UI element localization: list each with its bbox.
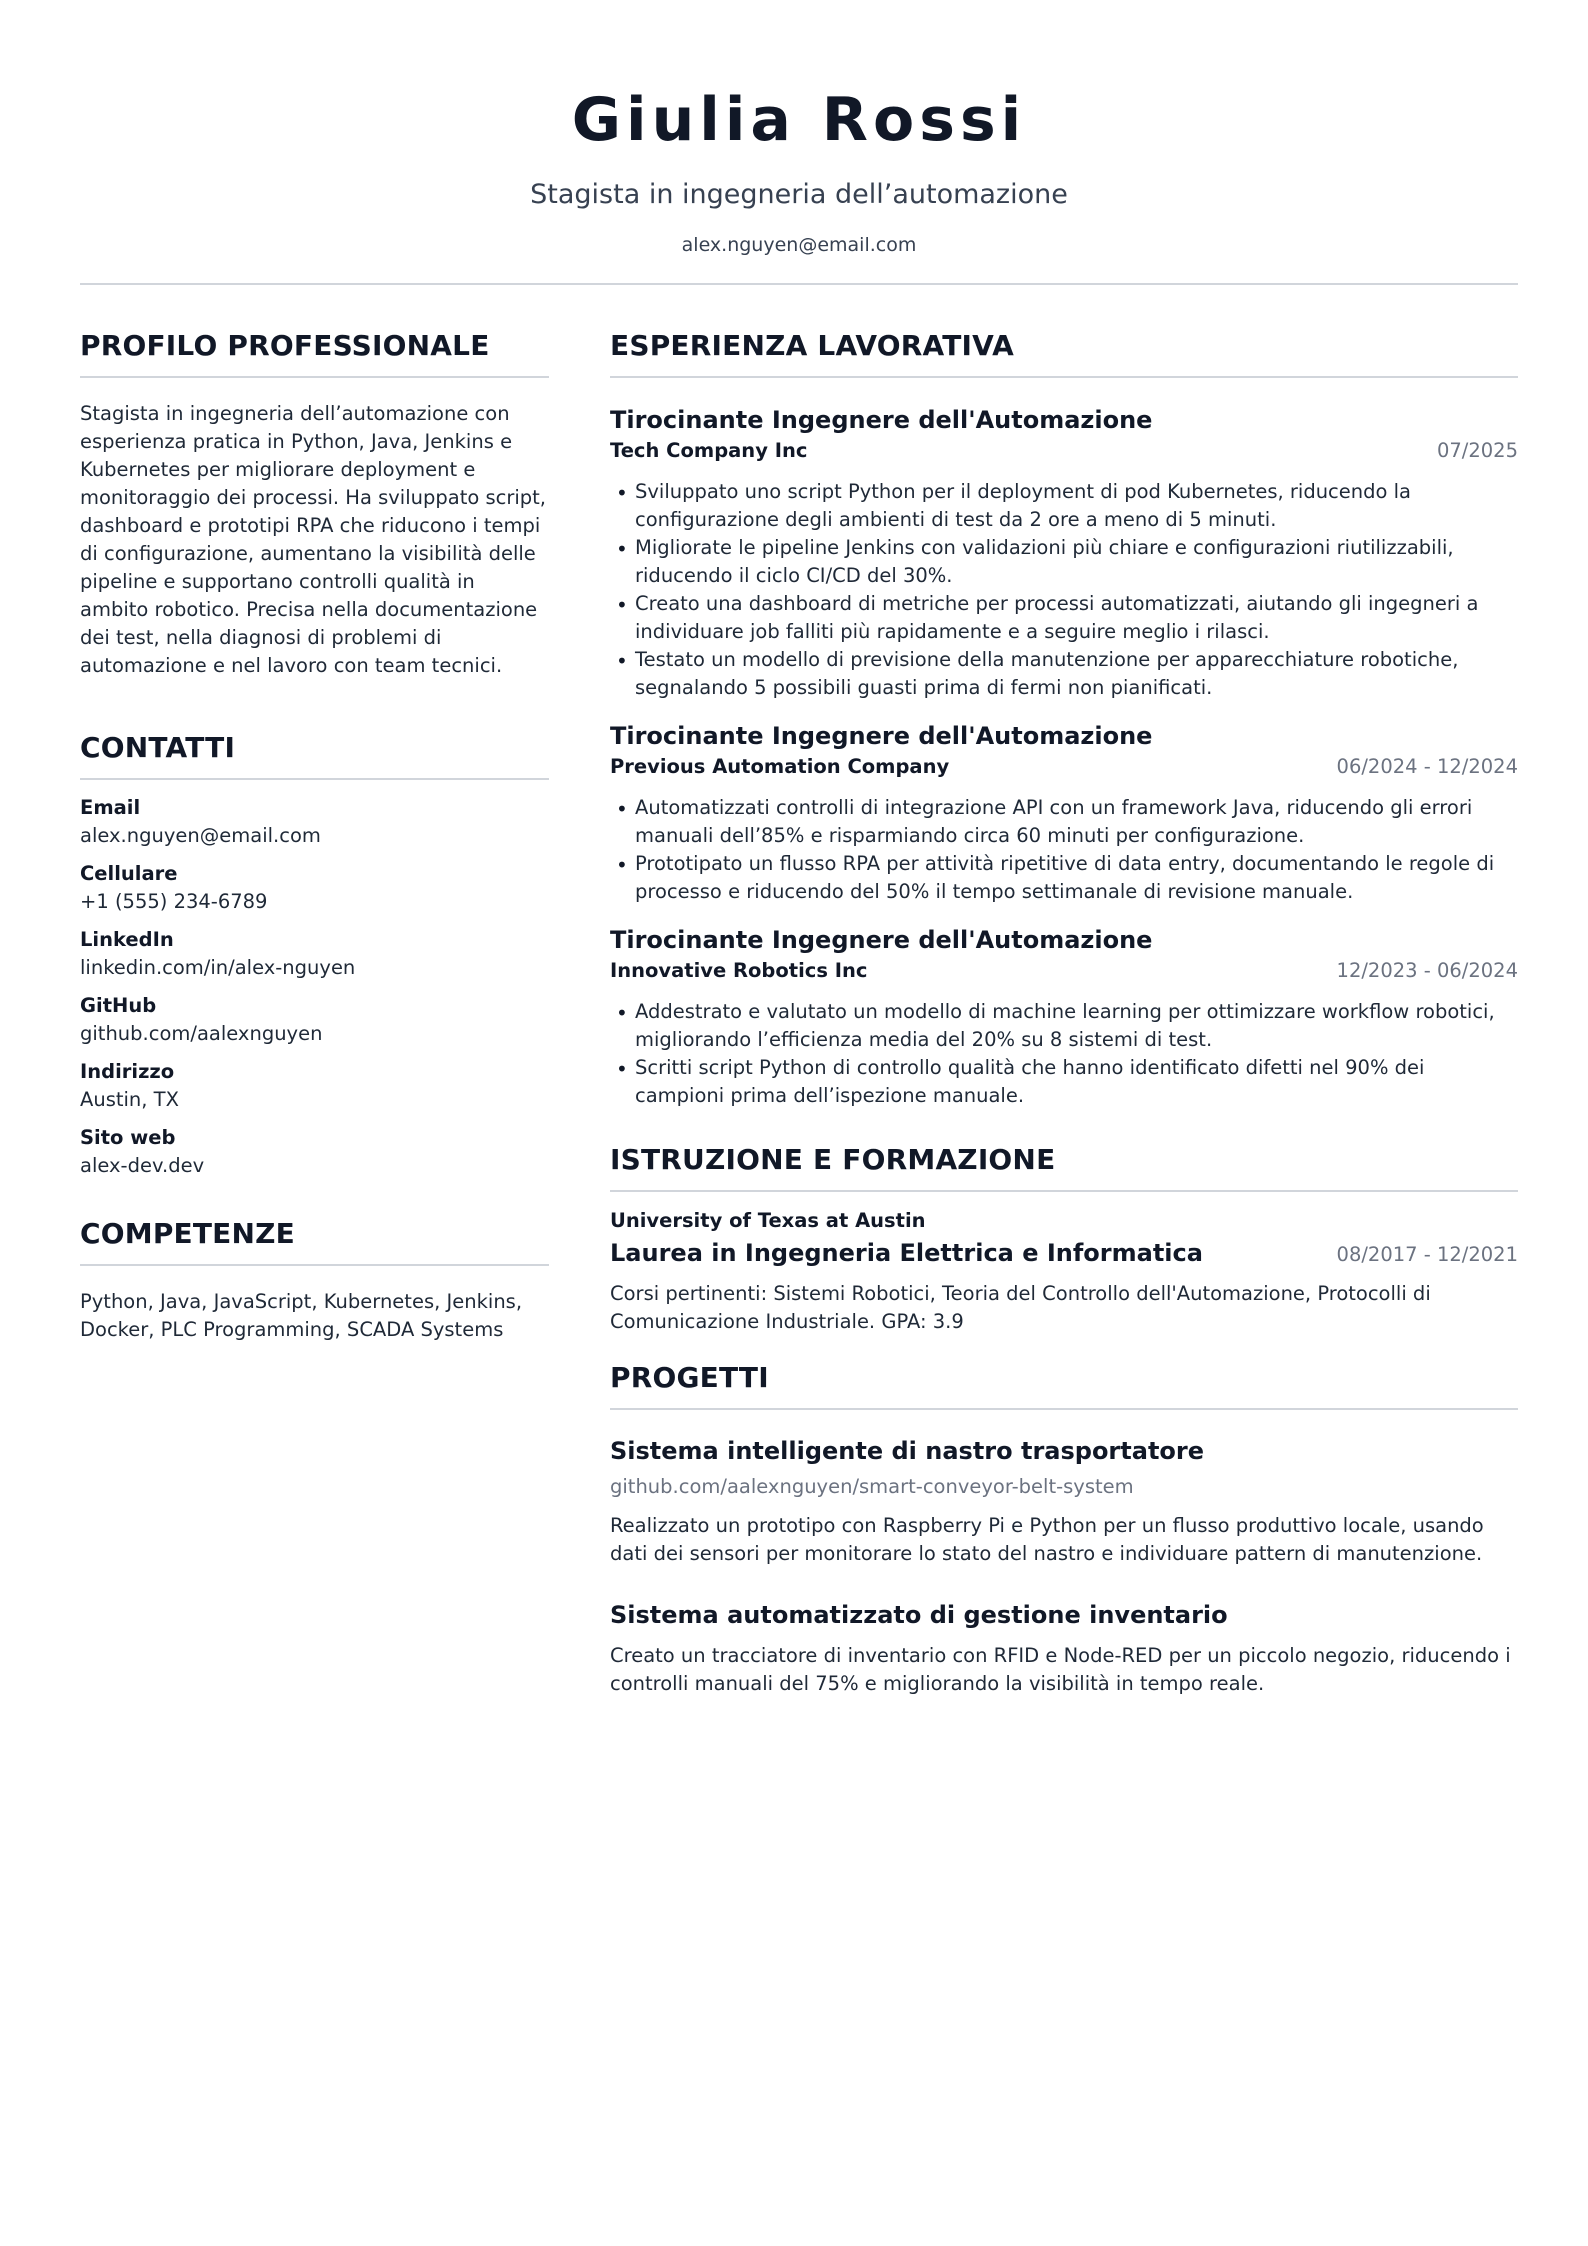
- job-bullets: [610, 794, 1518, 906]
- education-degree: Laurea in Ingegneria Elettrica e Informatica: [610, 1239, 1203, 1267]
- left-column: [80, 328, 549, 1344]
- right-column: [610, 328, 1518, 1698]
- contact-label: GitHub: [80, 994, 157, 1017]
- project-entry: [610, 1598, 1518, 1698]
- job-title: Tirocinante Ingegnere dell'Automazione: [610, 722, 1153, 750]
- contact-label: Email: [80, 796, 141, 819]
- job-entry: [610, 924, 1518, 1110]
- education-description: Corsi pertinenti: Sistemi Robotici, Teoria del Controllo dell'Automazione, Protocolli di Comunicazione Industriale. GPA: 3.9: [610, 1282, 1431, 1333]
- bullet-item: • Sviluppato uno script Python per il deployment di pod Kubernetes, riducendo la configurazione degli ambienti di test da 2 ore a meno di 5 minuti.: [610, 478, 1518, 534]
- resume-page: [80, 0, 1518, 2246]
- contact-phone: +1 (555) 234-6789: [80, 890, 268, 913]
- contact-item-address: [80, 1058, 549, 1114]
- candidate-headline: Stagista in ingegneria dell’automazione: [530, 179, 1068, 210]
- education-school: University of Texas at Austin: [610, 1209, 926, 1232]
- job-bullets: [610, 478, 1518, 702]
- profile-section: [80, 328, 549, 680]
- contacts-section: [80, 730, 549, 1180]
- contact-website-link[interactable]: alex-dev.dev: [80, 1154, 205, 1177]
- header-email: alex.nguyen@email.com: [681, 234, 917, 256]
- job-date: 12/2023 - 06/2024: [1336, 959, 1518, 982]
- project-link[interactable]: github.com/aalexnguyen/smart-conveyor-belt-system: [610, 1475, 1134, 1498]
- section-divider: [610, 1408, 1518, 1410]
- job-title: Tirocinante Ingegnere dell'Automazione: [610, 926, 1153, 954]
- job-entry: [610, 404, 1518, 702]
- bullet-item: • Testato un modello di previsione della manutenzione per apparecchiature robotiche, segnalando 5 possibili guasti prima di fermi non pianificati.: [610, 646, 1518, 702]
- section-divider: [80, 1264, 549, 1266]
- education-entry: [610, 1206, 1518, 1336]
- resume-header: [80, 0, 1518, 258]
- contact-label: Cellulare: [80, 862, 178, 885]
- skills-list: Python, Java, JavaScript, Kubernetes, Jenkins, Docker, PLC Programming, SCADA Systems: [80, 1290, 523, 1341]
- job-company: Previous Automation Company: [610, 755, 950, 778]
- job-company: Tech Company Inc: [610, 439, 808, 462]
- candidate-name: Giulia Rossi: [571, 85, 1027, 155]
- contact-linkedin-link[interactable]: linkedin.com/in/alex-nguyen: [80, 956, 356, 979]
- bullet-item: • Automatizzati controlli di integrazione API con un framework Java, riducendo gli errori manuali dell’85% e risparmiando circa 60 minuti per configurazione.: [610, 794, 1518, 850]
- project-title: Sistema automatizzato di gestione inventario: [610, 1601, 1228, 1629]
- contact-item-website: [80, 1124, 549, 1180]
- job-title: Tirocinante Ingegnere dell'Automazione: [610, 406, 1153, 434]
- bullet-item: • Creato una dashboard di metriche per processi automatizzati, aiutando gli ingegneri a individuare job falliti più rapidamente e a seguire meglio i rilasci.: [610, 590, 1518, 646]
- job-date: 07/2025: [1436, 439, 1518, 462]
- bullet-item: • Prototipato un flusso RPA per attività ripetitive di data entry, documentando le regole di processo e riducendo del 50% il tempo settimanale di revisione manuale.: [610, 850, 1518, 906]
- contact-label: Sito web: [80, 1126, 176, 1149]
- section-title-contacts: CONTATTI: [80, 731, 236, 764]
- job-date: 06/2024 - 12/2024: [1336, 755, 1518, 778]
- job-meta: [610, 752, 1518, 782]
- section-title-projects: PROGETTI: [610, 1361, 769, 1394]
- section-title-profile: PROFILO PROFESSIONALE: [80, 329, 490, 362]
- project-entry: [610, 1434, 1518, 1568]
- job-meta: [610, 436, 1518, 466]
- contact-item-linkedin: [80, 926, 549, 982]
- section-divider: [80, 376, 549, 378]
- section-divider: [610, 376, 1518, 378]
- section-title-skills: COMPETENZE: [80, 1217, 295, 1250]
- contact-item-phone: [80, 860, 549, 916]
- section-title-education: ISTRUZIONE E FORMAZIONE: [610, 1143, 1056, 1176]
- project-title: Sistema intelligente di nastro trasportatore: [610, 1437, 1205, 1465]
- contact-github-link[interactable]: github.com/aalexnguyen: [80, 1022, 323, 1045]
- contact-list: [80, 794, 549, 1180]
- education-section: [610, 1142, 1518, 1336]
- job-company: Innovative Robotics Inc: [610, 959, 868, 982]
- header-divider: [80, 283, 1518, 285]
- project-description: Creato un tracciatore di inventario con RFID e Node-RED per un piccolo negozio, riducendo i controlli manuali del 75% e migliorando la visibilità in tempo reale.: [610, 1644, 1511, 1695]
- contact-label: Indirizzo: [80, 1060, 175, 1083]
- skills-section: [80, 1216, 549, 1344]
- bullet-item: • Addestrato e valutato un modello di machine learning per ottimizzare workflow robotici, migliorando l’efficienza media del 20% su 8 sistemi di test.: [610, 998, 1518, 1054]
- section-divider: [80, 778, 549, 780]
- section-divider: [610, 1190, 1518, 1192]
- contact-address: Austin, TX: [80, 1088, 179, 1111]
- contact-item-email: [80, 794, 549, 850]
- profile-summary: Stagista in ingegneria dell’automazione con esperienza pratica in Python, Java, Jenkins e Kubernetes per migliorare deployment e monitoraggio dei processi. Ha sviluppato script, dashboard e prototipi RPA che riducono i tempi di configurazione, aumentano la visibilità delle pipeline e supportano controlli qualità in ambito robotico. Precisa nella documentazione dei test, nella diagnosi di problemi di automazione e nel lavoro con team tecnici.: [80, 402, 547, 677]
- experience-section: [610, 328, 1518, 1110]
- job-meta: [610, 956, 1518, 986]
- project-description: Realizzato un prototipo con Raspberry Pi e Python per un flusso produttivo locale, usando dati dei sensori per monitorare lo stato del nastro e individuare pattern di manutenzione.: [610, 1514, 1484, 1565]
- projects-section: [610, 1360, 1518, 1698]
- section-title-experience: ESPERIENZA LAVORATIVA: [610, 329, 1015, 362]
- bullet-item: • Migliorate le pipeline Jenkins con validazioni più chiare e configurazioni riutilizzabili, riducendo il ciclo CI/CD del 30%.: [610, 534, 1518, 590]
- education-row: [610, 1236, 1518, 1270]
- contact-item-github: [80, 992, 549, 1048]
- education-date: 08/2017 - 12/2021: [1336, 1243, 1518, 1266]
- contact-label: LinkedIn: [80, 928, 174, 951]
- job-bullets: [610, 998, 1518, 1110]
- contact-email-link[interactable]: alex.nguyen@email.com: [80, 824, 321, 847]
- job-entry: [610, 720, 1518, 906]
- bullet-item: • Scritti script Python di controllo qualità che hanno identificato difetti nel 90% dei campioni prima dell’ispezione manuale.: [610, 1054, 1518, 1110]
